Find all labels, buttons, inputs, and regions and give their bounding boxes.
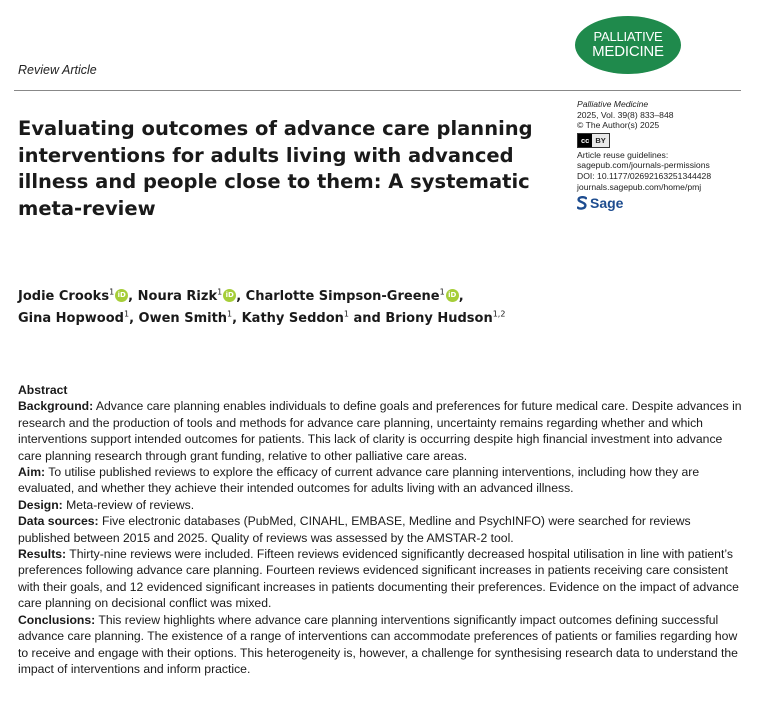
doi-link[interactable]: DOI: 10.1177/02692163251344428	[577, 170, 712, 181]
author-affiliation: 1	[227, 309, 233, 319]
abstract-section	[18, 546, 745, 612]
author-affiliation: 1	[109, 287, 115, 297]
journal-url-link[interactable]: journals.sagepub.com/home/pmj	[577, 181, 702, 192]
abstract-section	[18, 612, 745, 678]
author-name[interactable]: Owen Smith	[138, 311, 228, 326]
journal-logo-line1: PALLIATIVE	[593, 29, 663, 44]
author-name[interactable]: Gina Hopwood	[18, 311, 124, 326]
sage-s-icon	[577, 196, 587, 210]
abstract-section	[18, 398, 745, 464]
orcid-icon[interactable]: iD	[223, 289, 236, 302]
author-list	[18, 286, 558, 330]
journal-logo-line2: MEDICINE	[592, 43, 664, 60]
abstract-section-label: Background:	[18, 399, 94, 414]
abstract-section-text: This review highlights where advance care planning interventions significantly impact outcomes defining successful advance care planning. The existence of a range of interventions can accommodate preferences of patients or families regarding how to receive and engage with their options. This heterogeneity is, however, a challenge for synthesising research data to understand the impact of interventions and inform practice.	[18, 612, 738, 676]
cc-by-license-icon[interactable]	[577, 133, 610, 148]
abstract-sections	[18, 398, 745, 677]
article-type: Review Article	[18, 63, 97, 77]
abstract-section-label: Aim:	[18, 465, 46, 480]
author-name[interactable]: Noura Rizk	[137, 289, 218, 304]
author-item	[18, 289, 138, 304]
header-divider	[14, 90, 741, 91]
abstract-section-label: Results:	[18, 547, 67, 562]
abstract-section	[18, 464, 745, 497]
author-item	[18, 311, 139, 326]
author-separator: ,	[128, 289, 138, 304]
abstract-section-text: Meta-review of reviews.	[66, 497, 195, 512]
article-meta	[577, 99, 747, 211]
abstract-section	[18, 497, 745, 513]
author-affiliation: 1	[123, 309, 130, 319]
abstract-section-text: Thirty-nine reviews were included. Fifteen reviews evidenced significantly decreased hospital utilisation in line with patient’s preferences following advance care planning. Fourteen reviews evidenced significant increases in patients receiving care consistent with their goals, and 12 evidenced significant increases in patients documenting their preferences. Evidence on the impact of advance care planning on decisional conflict was mixed.	[18, 547, 739, 611]
abstract-section-label: Data sources:	[18, 514, 99, 529]
author-item	[246, 289, 464, 304]
abstract-section-text: Five electronic databases (PubMed, CINAHL, EMBASE, Medline and PsychINFO) were searched for reviews published between 2015 and 2025. Quality of reviews was assessed by the AMSTAR-2 tool.	[18, 514, 691, 545]
abstract-section	[18, 513, 745, 546]
abstract-section-text: To utilise published reviews to explore the efficacy of current advance care planning interventions, including how they are evaluated, and whether they achieve their intended outcomes for adults living with an advanced illness.	[18, 465, 700, 496]
author-separator: ,	[129, 311, 139, 326]
author-name[interactable]: Charlotte Simpson-Greene	[245, 289, 440, 304]
author-name[interactable]: Briony Hudson	[385, 311, 493, 326]
author-separator: ,	[458, 289, 464, 304]
abstract-heading: Abstract	[18, 383, 68, 397]
author-separator: ,	[236, 289, 246, 304]
abstract-section-text: Advance care planning enables individuals to define goals and preferences for future medical care. Despite advances in research and the production of tools and methods for advance care planning, uncertainty remains regarding whether and which interventions support intended outcomes for patients. This lack of clarity is occurring despite high financial investment into advance care planning research through grant funding, relative to other palliative care areas.	[18, 399, 742, 463]
author-affiliation: 1,2	[492, 309, 506, 319]
author-affiliation: 1	[217, 287, 223, 297]
author-separator: ,	[232, 311, 242, 326]
orcid-icon[interactable]: iD	[115, 289, 128, 302]
author-affiliation: 1	[343, 309, 349, 319]
author-affiliation: 1	[439, 287, 445, 297]
abstract	[18, 382, 745, 677]
publisher-logo	[577, 195, 747, 211]
author-separator: and	[349, 311, 386, 326]
permissions-link[interactable]: sagepub.com/journals-permissions	[577, 160, 710, 171]
author-item	[385, 311, 505, 326]
publisher-name: Sage	[590, 195, 624, 212]
article-title: Evaluating outcomes of advance care planning interventions for adults living with advanced illness and people close to them: A systematic meta-review	[18, 117, 533, 220]
author-name[interactable]: Kathy Seddon	[241, 311, 344, 326]
meta-reuse-heading: Article reuse guidelines:	[577, 149, 669, 160]
author-item	[242, 311, 386, 326]
orcid-icon[interactable]: iD	[446, 289, 459, 302]
abstract-section-label: Design:	[18, 497, 63, 512]
meta-copyright: © The Author(s) 2025	[577, 120, 660, 131]
journal-logo	[575, 16, 681, 74]
meta-volume: 2025, Vol. 39(8) 833–848	[577, 109, 674, 120]
cc-label: cc	[578, 134, 592, 147]
by-label: BY	[592, 134, 608, 147]
meta-journal: Palliative Medicine	[577, 99, 649, 109]
abstract-section-label: Conclusions:	[18, 612, 96, 627]
author-item	[139, 311, 242, 326]
author-name[interactable]: Jodie Crooks	[18, 289, 110, 304]
author-item	[138, 289, 246, 304]
